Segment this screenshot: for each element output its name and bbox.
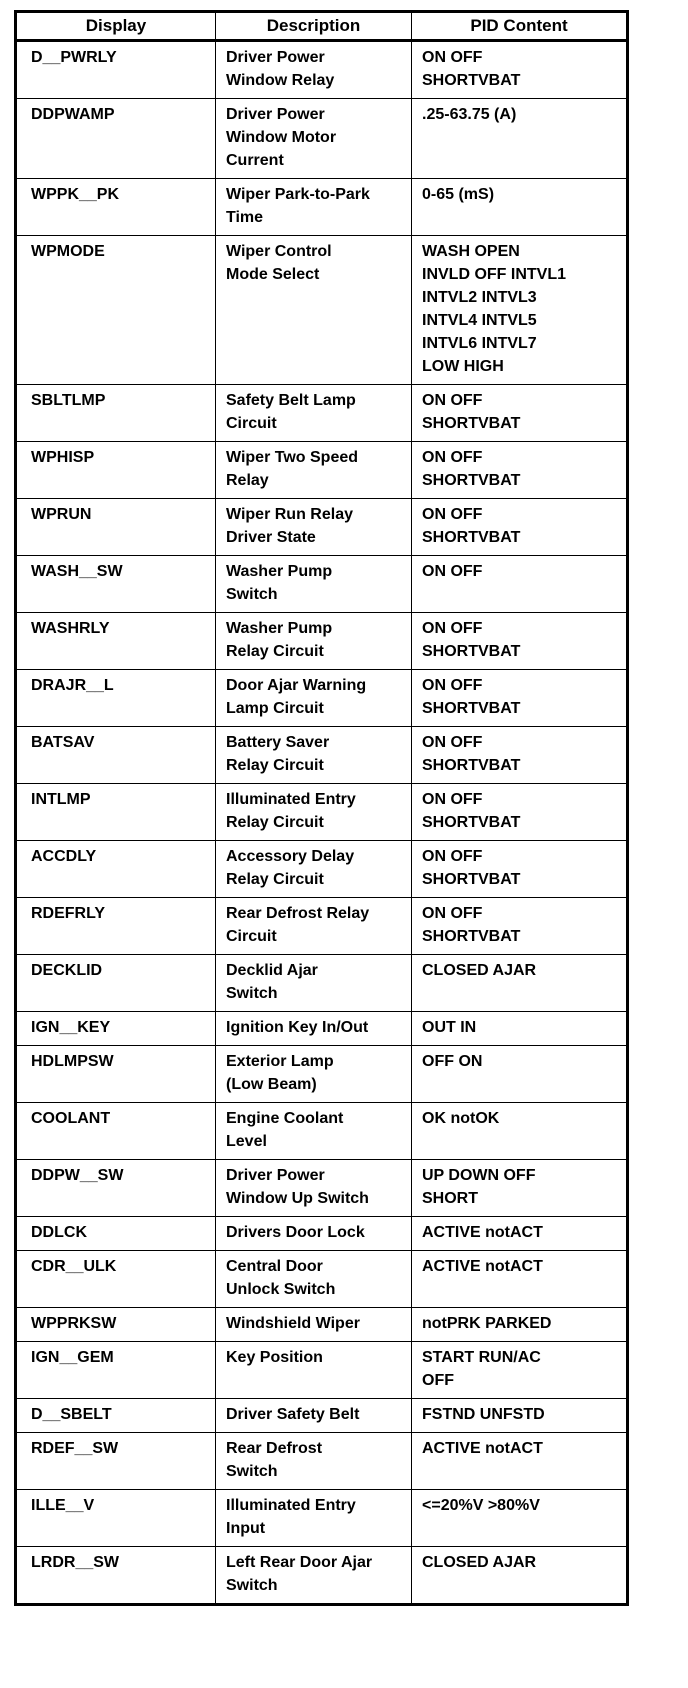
pid-content-cell: ACTIVE notACT	[412, 1251, 628, 1308]
display-cell: ILLE__V	[16, 1490, 216, 1547]
display-cell: RDEF__SW	[16, 1433, 216, 1490]
table-row	[16, 1547, 628, 1605]
pid-content-cell: ON OFF SHORTVBAT	[412, 841, 628, 898]
table-row	[16, 1046, 628, 1103]
display-cell: BATSAV	[16, 727, 216, 784]
description-cell: Wiper Run Relay Driver State	[216, 499, 412, 556]
pid-content-cell: START RUN/AC OFF	[412, 1342, 628, 1399]
display-cell: D__SBELT	[16, 1399, 216, 1433]
display-cell: WPPK__PK	[16, 179, 216, 236]
table-row	[16, 1399, 628, 1433]
display-cell: IGN__KEY	[16, 1012, 216, 1046]
display-cell: WPHISP	[16, 442, 216, 499]
table-row	[16, 1012, 628, 1046]
table-row	[16, 784, 628, 841]
description-cell: Left Rear Door Ajar Switch	[216, 1547, 412, 1605]
display-cell: RDEFRLY	[16, 898, 216, 955]
table-row	[16, 841, 628, 898]
display-cell: HDLMPSW	[16, 1046, 216, 1103]
pid-content-cell: <=20%V >80%V	[412, 1490, 628, 1547]
pid-content-cell: ON OFF SHORTVBAT	[412, 898, 628, 955]
table-row	[16, 41, 628, 99]
description-cell: Driver Power Window Motor Current	[216, 99, 412, 179]
description-cell: Door Ajar Warning Lamp Circuit	[216, 670, 412, 727]
display-cell: DRAJR__L	[16, 670, 216, 727]
display-cell: COOLANT	[16, 1103, 216, 1160]
pid-content-cell: UP DOWN OFF SHORT	[412, 1160, 628, 1217]
table-row	[16, 898, 628, 955]
description-cell: Driver Power Window Up Switch	[216, 1160, 412, 1217]
description-cell: Safety Belt Lamp Circuit	[216, 385, 412, 442]
column-header-pid-content: PID Content	[412, 12, 628, 41]
table-row	[16, 499, 628, 556]
table-row	[16, 1160, 628, 1217]
display-cell: WASHRLY	[16, 613, 216, 670]
pid-content-cell: ON OFF SHORTVBAT	[412, 385, 628, 442]
description-cell: Rear Defrost Switch	[216, 1433, 412, 1490]
display-cell: WPRUN	[16, 499, 216, 556]
pid-content-cell: ON OFF SHORTVBAT	[412, 784, 628, 841]
display-cell: ACCDLY	[16, 841, 216, 898]
description-cell: Wiper Park-to-Park Time	[216, 179, 412, 236]
description-cell: Illuminated Entry Relay Circuit	[216, 784, 412, 841]
display-cell: WASH__SW	[16, 556, 216, 613]
display-cell: DECKLID	[16, 955, 216, 1012]
display-cell: LRDR__SW	[16, 1547, 216, 1605]
table-row	[16, 1490, 628, 1547]
pid-content-cell: ON OFF SHORTVBAT	[412, 670, 628, 727]
description-cell: Drivers Door Lock	[216, 1217, 412, 1251]
display-cell: SBLTLMP	[16, 385, 216, 442]
pid-content-cell: OFF ON	[412, 1046, 628, 1103]
pid-table	[14, 10, 629, 1606]
description-cell: Washer Pump Switch	[216, 556, 412, 613]
pid-content-cell: ON OFF SHORTVBAT	[412, 442, 628, 499]
table-row	[16, 556, 628, 613]
description-cell: Decklid Ajar Switch	[216, 955, 412, 1012]
pid-content-cell: ON OFF	[412, 556, 628, 613]
table-row	[16, 670, 628, 727]
pid-content-cell: 0-65 (mS)	[412, 179, 628, 236]
description-cell: Engine Coolant Level	[216, 1103, 412, 1160]
table-row	[16, 1342, 628, 1399]
table-row	[16, 727, 628, 784]
pid-content-cell: ON OFF SHORTVBAT	[412, 41, 628, 99]
display-cell: WPMODE	[16, 236, 216, 385]
pid-content-cell: ON OFF SHORTVBAT	[412, 499, 628, 556]
pid-content-cell: notPRK PARKED	[412, 1308, 628, 1342]
table-row	[16, 955, 628, 1012]
pid-content-cell: OK notOK	[412, 1103, 628, 1160]
table-header	[16, 12, 628, 41]
table-row	[16, 1433, 628, 1490]
display-cell: DDPWAMP	[16, 99, 216, 179]
description-cell: Wiper Two Speed Relay	[216, 442, 412, 499]
pid-content-cell: CLOSED AJAR	[412, 1547, 628, 1605]
table-row	[16, 179, 628, 236]
description-cell: Rear Defrost Relay Circuit	[216, 898, 412, 955]
description-cell: Driver Power Window Relay	[216, 41, 412, 99]
display-cell: DDPW__SW	[16, 1160, 216, 1217]
pid-content-cell: ON OFF SHORTVBAT	[412, 613, 628, 670]
display-cell: IGN__GEM	[16, 1342, 216, 1399]
table-row	[16, 236, 628, 385]
description-cell: Ignition Key In/Out	[216, 1012, 412, 1046]
pid-content-cell: WASH OPEN INVLD OFF INTVL1 INTVL2 INTVL3 INTVL4 INTVL5 INTVL6 INTVL7 LOW HIGH	[412, 236, 628, 385]
display-cell: DDLCK	[16, 1217, 216, 1251]
pid-content-cell: ACTIVE notACT	[412, 1433, 628, 1490]
table-row	[16, 613, 628, 670]
column-header-description: Description	[216, 12, 412, 41]
header-row	[16, 12, 628, 41]
description-cell: Accessory Delay Relay Circuit	[216, 841, 412, 898]
pid-content-cell: ACTIVE notACT	[412, 1217, 628, 1251]
description-cell: Windshield Wiper	[216, 1308, 412, 1342]
description-cell: Exterior Lamp (Low Beam)	[216, 1046, 412, 1103]
column-header-display: Display	[16, 12, 216, 41]
display-cell: D__PWRLY	[16, 41, 216, 99]
description-cell: Central Door Unlock Switch	[216, 1251, 412, 1308]
pid-content-cell: .25-63.75 (A)	[412, 99, 628, 179]
table-body	[16, 41, 628, 1605]
pid-content-cell: CLOSED AJAR	[412, 955, 628, 1012]
description-cell: Illuminated Entry Input	[216, 1490, 412, 1547]
description-cell: Key Position	[216, 1342, 412, 1399]
table-row	[16, 1217, 628, 1251]
display-cell: INTLMP	[16, 784, 216, 841]
table-row	[16, 385, 628, 442]
pid-table-container	[14, 10, 626, 1606]
pid-content-cell: OUT IN	[412, 1012, 628, 1046]
display-cell: WPPRKSW	[16, 1308, 216, 1342]
description-cell: Driver Safety Belt	[216, 1399, 412, 1433]
pid-content-cell: ON OFF SHORTVBAT	[412, 727, 628, 784]
table-row	[16, 99, 628, 179]
table-row	[16, 1308, 628, 1342]
table-row	[16, 1103, 628, 1160]
table-row	[16, 1251, 628, 1308]
table-row	[16, 442, 628, 499]
pid-content-cell: FSTND UNFSTD	[412, 1399, 628, 1433]
description-cell: Wiper Control Mode Select	[216, 236, 412, 385]
description-cell: Washer Pump Relay Circuit	[216, 613, 412, 670]
description-cell: Battery Saver Relay Circuit	[216, 727, 412, 784]
display-cell: CDR__ULK	[16, 1251, 216, 1308]
